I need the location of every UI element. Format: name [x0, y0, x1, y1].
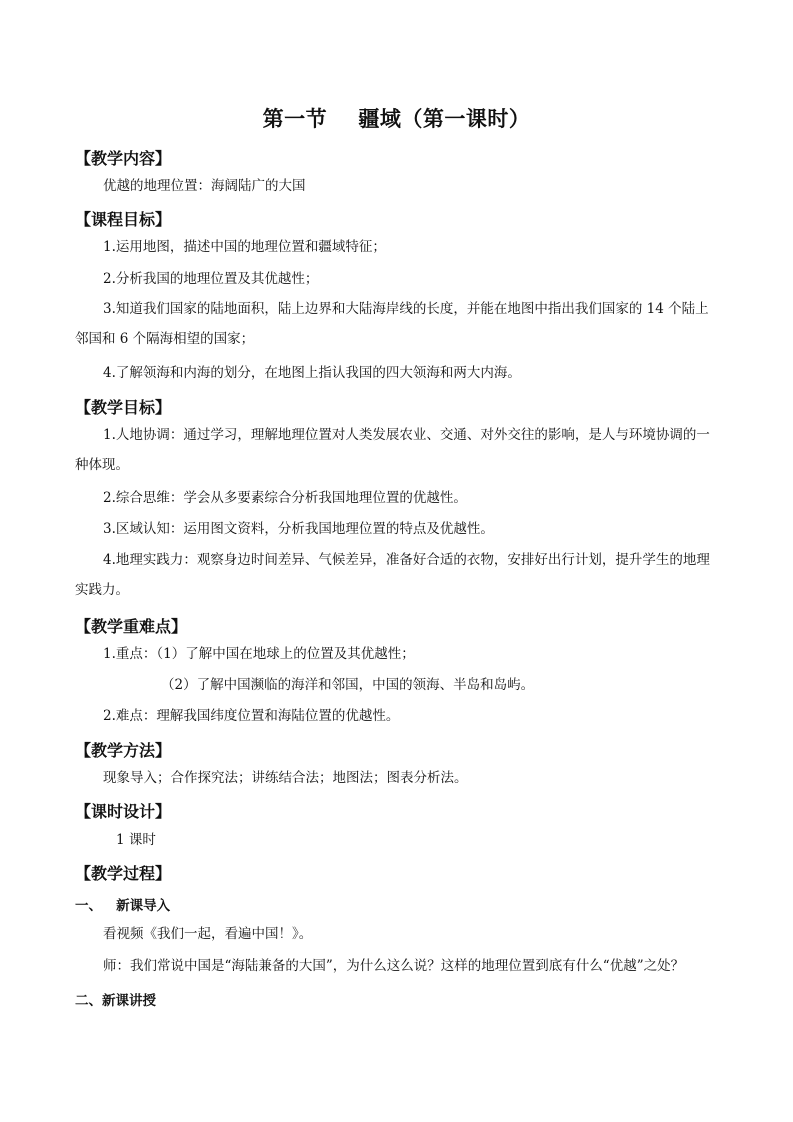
process-step-1-line-1: 看视频《我们一起，看遍中国！》。	[103, 926, 313, 942]
curriculum-item: 1.运用地图，描述中国的地理位置和疆域特征；	[103, 239, 386, 255]
section-heading-process: 【教学过程】	[75, 864, 172, 883]
process-step-1-title: 一、 新课导入	[75, 898, 171, 914]
section-heading-methods: 【教学方法】	[75, 741, 172, 760]
section-heading-content: 【教学内容】	[75, 149, 172, 168]
section-heading-schedule: 【课时设计】	[75, 802, 172, 821]
teaching-goal-item: 1.人地协调：通过学习，理解地理位置对人类发展农业、交通、对外交往的影响，是人与环境协调的一种体现。	[75, 427, 710, 473]
process-step-1-line-2: 师：我们常说中国是“海陆兼备的大国”，为什么这么说？这样的地理位置到底有什么“优越”之处？	[103, 958, 685, 974]
curriculum-item: 4.了解领海和内海的划分，在地图上指认我国的四大领海和两大内海。	[103, 365, 521, 381]
page-title: 第一节 疆域（第一课时）	[262, 106, 531, 131]
teaching-goal-item: 3.区域认知：运用图文资料，分析我国地理位置的特点及优越性。	[103, 521, 494, 537]
schedule-text: 1 课时	[116, 832, 156, 848]
methods-text: 现象导入；合作探究法；讲练结合法；地图法；图表分析法。	[103, 770, 468, 786]
key-point-2: （2）了解中国濒临的海洋和邻国，中国的领海、半岛和岛屿。	[161, 677, 535, 693]
curriculum-item: 3.知道我们国家的陆地面积，陆上边界和大陆海岸线的长度，并能在地图中指出我们国家的 14 个陆上邻国和 6 个隔海相望的国家；	[75, 301, 709, 347]
process-step-2-title: 二、新课讲授	[75, 993, 156, 1009]
key-point-1: 1.重点：（1）了解中国在地球上的位置及其优越性；	[103, 646, 415, 662]
teaching-goal-item: 4.地理实践力：观察身边时间差异、气候差异，准备好合适的衣物，安排好出行计划，提升学生的地理实践力。	[75, 552, 710, 598]
content-text: 优越的地理位置：海阔陆广的大国	[103, 178, 306, 194]
curriculum-item: 2.分析我国的地理位置及其优越性；	[103, 271, 319, 287]
teaching-goal-item: 2.综合思维：学会从多要素综合分析我国地理位置的优越性。	[103, 490, 467, 506]
section-heading-curriculum: 【课程目标】	[75, 210, 172, 229]
section-heading-key-points: 【教学重难点】	[75, 617, 188, 636]
section-heading-teaching-goals: 【教学目标】	[75, 398, 172, 417]
difficult-point: 2.难点：理解我国纬度位置和海陆位置的优越性。	[103, 708, 400, 724]
